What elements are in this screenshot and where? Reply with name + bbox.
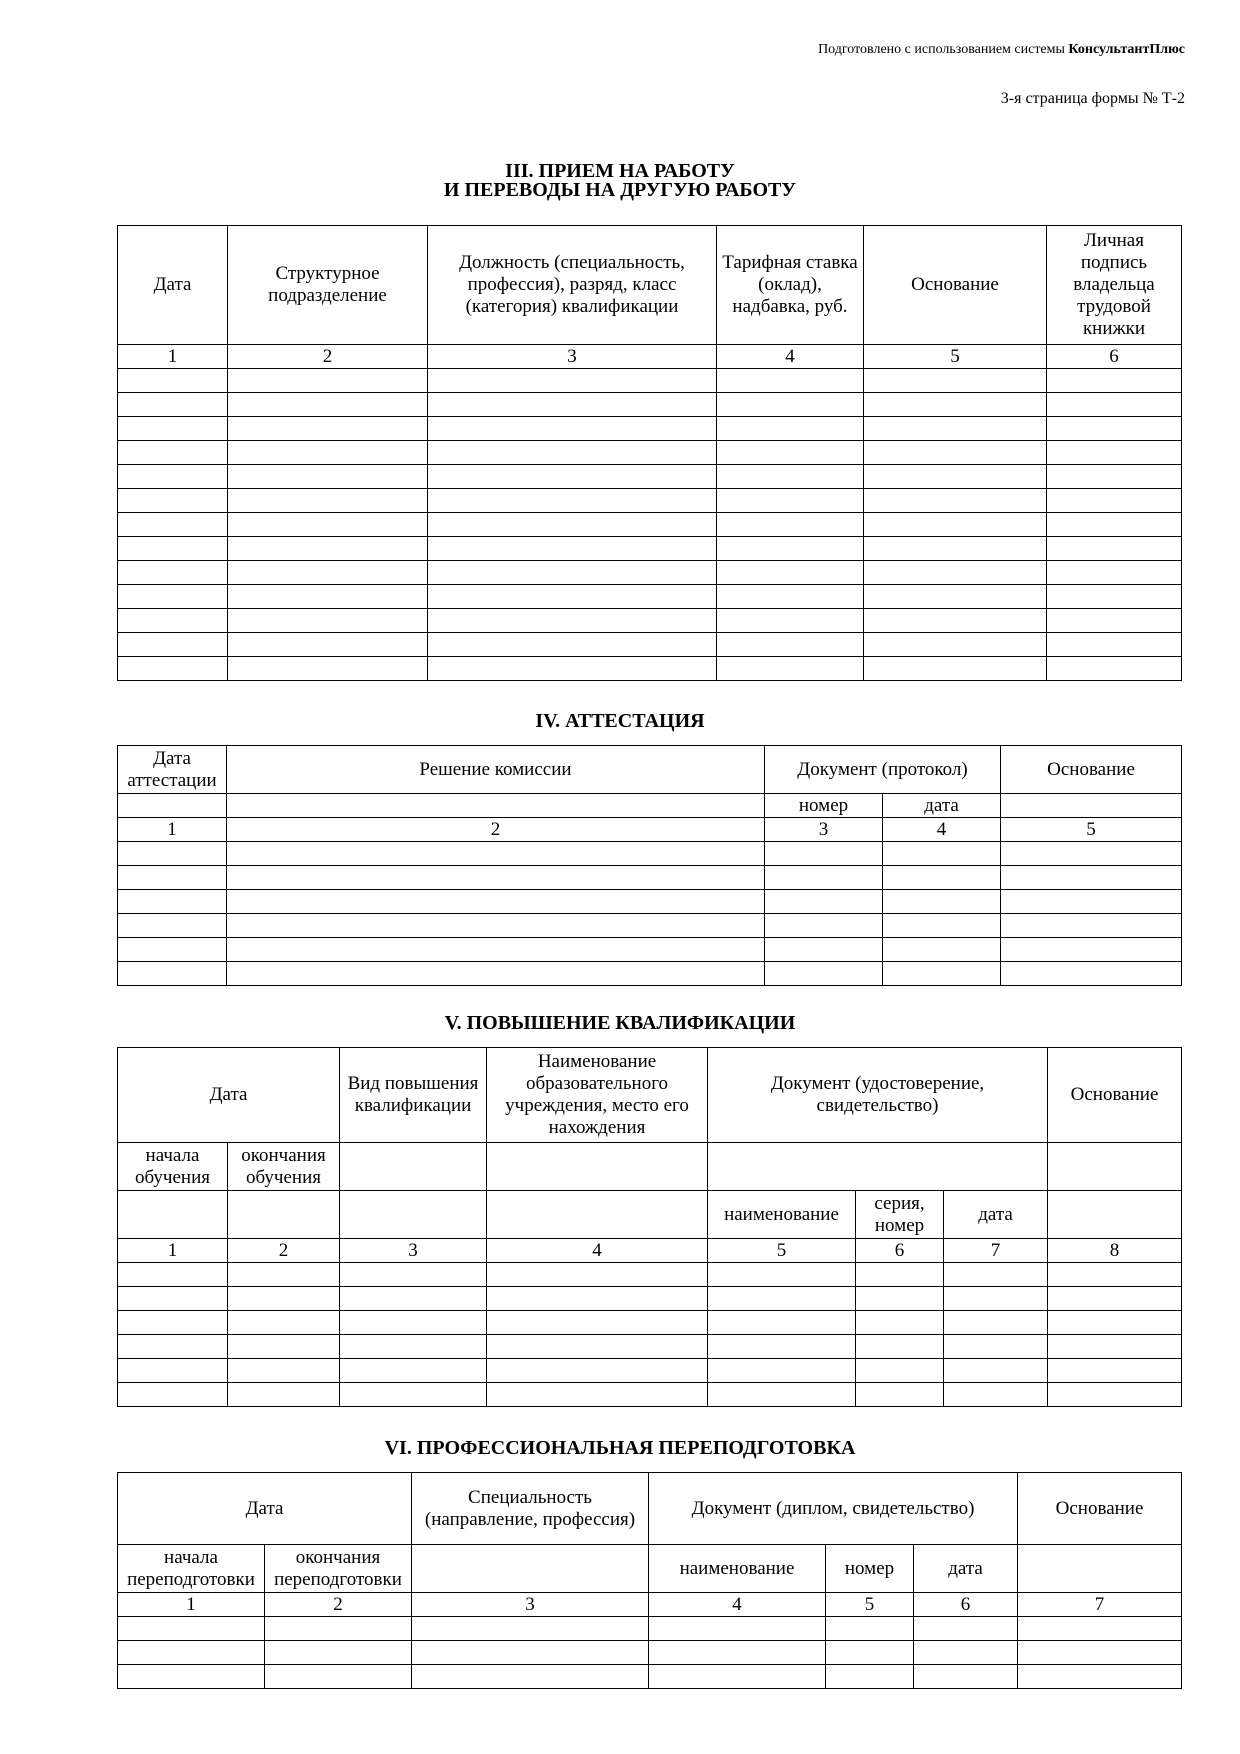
col-date: Дата аттестации bbox=[118, 746, 227, 794]
col-num: 7 bbox=[1018, 1593, 1182, 1617]
empty-cell bbox=[864, 609, 1047, 633]
empty-cell bbox=[1048, 1191, 1182, 1239]
table-row bbox=[118, 369, 1182, 393]
empty-cell bbox=[864, 393, 1047, 417]
empty-cell bbox=[118, 537, 228, 561]
empty-cell bbox=[944, 1359, 1048, 1383]
empty-cell bbox=[1047, 417, 1182, 441]
empty-cell bbox=[228, 513, 428, 537]
empty-cell bbox=[428, 585, 717, 609]
sub-start: начала обучения bbox=[118, 1143, 228, 1191]
empty-cell bbox=[487, 1359, 708, 1383]
empty-cell bbox=[826, 1617, 914, 1641]
empty-cell bbox=[856, 1359, 944, 1383]
page-note: 3-я страница формы № Т-2 bbox=[1000, 90, 1185, 107]
empty-cell bbox=[1047, 369, 1182, 393]
empty-cell bbox=[864, 513, 1047, 537]
empty-cell bbox=[1047, 465, 1182, 489]
empty-cell bbox=[765, 914, 883, 938]
empty-cell bbox=[1001, 914, 1182, 938]
empty-cell bbox=[412, 1617, 649, 1641]
col-num: 1 bbox=[118, 345, 228, 369]
empty-cell bbox=[717, 441, 864, 465]
table-row bbox=[118, 393, 1182, 417]
empty-cell bbox=[227, 962, 765, 986]
empty-cell bbox=[118, 866, 227, 890]
empty-cell bbox=[412, 1545, 649, 1593]
empty-cell bbox=[428, 609, 717, 633]
col-num: 3 bbox=[428, 345, 717, 369]
table-row bbox=[118, 1383, 1182, 1407]
table-row bbox=[118, 633, 1182, 657]
empty-cell bbox=[228, 609, 428, 633]
table-row bbox=[118, 962, 1182, 986]
empty-cell bbox=[944, 1311, 1048, 1335]
empty-cell bbox=[826, 1665, 914, 1689]
empty-cell bbox=[487, 1143, 708, 1191]
col-document: Документ (диплом, свидетельство) bbox=[649, 1473, 1018, 1545]
empty-cell bbox=[227, 866, 765, 890]
empty-cell bbox=[765, 938, 883, 962]
empty-cell bbox=[717, 369, 864, 393]
empty-cell bbox=[118, 1287, 228, 1311]
empty-cell bbox=[883, 866, 1001, 890]
empty-cell bbox=[883, 962, 1001, 986]
table-row bbox=[118, 866, 1182, 890]
empty-cell bbox=[717, 465, 864, 489]
empty-cell bbox=[227, 914, 765, 938]
empty-cell bbox=[228, 393, 428, 417]
empty-cell bbox=[412, 1641, 649, 1665]
empty-cell bbox=[717, 537, 864, 561]
empty-cell bbox=[340, 1263, 487, 1287]
retraining-table bbox=[117, 1472, 1182, 1689]
empty-cell bbox=[864, 633, 1047, 657]
empty-cell bbox=[118, 1641, 265, 1665]
empty-cell bbox=[487, 1191, 708, 1239]
col-position: Должность (специальность, профессия), разряд, класс (категория) квалификации bbox=[428, 226, 717, 345]
section4-title: IV. АТТЕСТАЦИЯ bbox=[535, 710, 705, 732]
sub-start: начала переподготовки bbox=[118, 1545, 265, 1593]
empty-cell bbox=[340, 1335, 487, 1359]
table-row bbox=[118, 842, 1182, 866]
empty-cell bbox=[864, 585, 1047, 609]
empty-cell bbox=[1001, 890, 1182, 914]
col-num: 6 bbox=[856, 1239, 944, 1263]
col-num: 2 bbox=[227, 818, 765, 842]
empty-cell bbox=[883, 914, 1001, 938]
table-row bbox=[118, 585, 1182, 609]
table-row bbox=[118, 1665, 1182, 1689]
table-row bbox=[118, 465, 1182, 489]
empty-cell bbox=[118, 914, 227, 938]
empty-cell bbox=[265, 1665, 412, 1689]
empty-cell bbox=[765, 962, 883, 986]
col-num: 5 bbox=[708, 1239, 856, 1263]
empty-cell bbox=[944, 1335, 1048, 1359]
section5-title: V. ПОВЫШЕНИЕ КВАЛИФИКАЦИИ bbox=[444, 1012, 796, 1034]
col-num: 8 bbox=[1048, 1239, 1182, 1263]
table-row bbox=[118, 1617, 1182, 1641]
col-num: 3 bbox=[340, 1239, 487, 1263]
empty-cell bbox=[228, 441, 428, 465]
empty-cell bbox=[118, 561, 228, 585]
col-num: 1 bbox=[118, 1593, 265, 1617]
empty-cell bbox=[1001, 794, 1182, 818]
col-basis: Основание bbox=[1001, 746, 1182, 794]
empty-cell bbox=[717, 417, 864, 441]
col-basis: Основание bbox=[1048, 1048, 1182, 1143]
empty-cell bbox=[228, 1287, 340, 1311]
empty-cell bbox=[428, 633, 717, 657]
col-basis: Основание bbox=[864, 226, 1047, 345]
empty-cell bbox=[1048, 1359, 1182, 1383]
empty-cell bbox=[228, 417, 428, 441]
table-row bbox=[118, 1335, 1182, 1359]
empty-cell bbox=[1018, 1641, 1182, 1665]
col-num: 4 bbox=[649, 1593, 826, 1617]
empty-cell bbox=[228, 561, 428, 585]
empty-cell bbox=[883, 938, 1001, 962]
empty-cell bbox=[487, 1311, 708, 1335]
empty-cell bbox=[717, 633, 864, 657]
empty-cell bbox=[1048, 1143, 1182, 1191]
table-row bbox=[118, 1641, 1182, 1665]
empty-cell bbox=[412, 1665, 649, 1689]
col-num: 5 bbox=[826, 1593, 914, 1617]
empty-cell bbox=[228, 1263, 340, 1287]
empty-cell bbox=[428, 465, 717, 489]
hiring-transfers-table bbox=[117, 225, 1182, 681]
empty-cell bbox=[914, 1617, 1018, 1641]
empty-cell bbox=[864, 465, 1047, 489]
col-num: 6 bbox=[914, 1593, 1018, 1617]
empty-cell bbox=[717, 513, 864, 537]
empty-cell bbox=[118, 842, 227, 866]
empty-cell bbox=[340, 1287, 487, 1311]
table-row bbox=[118, 441, 1182, 465]
col-basis: Основание bbox=[1018, 1473, 1182, 1545]
sub-name: наименование bbox=[708, 1191, 856, 1239]
empty-cell bbox=[228, 1311, 340, 1335]
sub-end: окончания переподготовки bbox=[265, 1545, 412, 1593]
empty-cell bbox=[708, 1383, 856, 1407]
sub-date: дата bbox=[944, 1191, 1048, 1239]
empty-cell bbox=[340, 1191, 487, 1239]
col-unit: Структурное подразделение bbox=[228, 226, 428, 345]
empty-cell bbox=[118, 1191, 228, 1239]
empty-cell bbox=[717, 657, 864, 681]
table-row bbox=[118, 1311, 1182, 1335]
table-row bbox=[118, 1359, 1182, 1383]
empty-cell bbox=[118, 465, 228, 489]
col-document: Документ (протокол) bbox=[765, 746, 1001, 794]
empty-cell bbox=[914, 1641, 1018, 1665]
table-row bbox=[118, 938, 1182, 962]
empty-cell bbox=[228, 1383, 340, 1407]
empty-cell bbox=[944, 1383, 1048, 1407]
empty-cell bbox=[428, 657, 717, 681]
empty-cell bbox=[340, 1311, 487, 1335]
empty-cell bbox=[856, 1263, 944, 1287]
table-row bbox=[118, 417, 1182, 441]
empty-cell bbox=[864, 369, 1047, 393]
empty-cell bbox=[1047, 609, 1182, 633]
col-num: 1 bbox=[118, 1239, 228, 1263]
empty-cell bbox=[428, 369, 717, 393]
col-date: Дата bbox=[118, 226, 228, 345]
empty-cell bbox=[228, 1191, 340, 1239]
empty-cell bbox=[1047, 393, 1182, 417]
empty-cell bbox=[1047, 633, 1182, 657]
empty-cell bbox=[708, 1359, 856, 1383]
col-type: Вид повышения квалификации bbox=[340, 1048, 487, 1143]
empty-cell bbox=[717, 609, 864, 633]
empty-cell bbox=[717, 585, 864, 609]
col-num: 5 bbox=[864, 345, 1047, 369]
empty-cell bbox=[883, 842, 1001, 866]
table-row bbox=[118, 537, 1182, 561]
empty-cell bbox=[118, 489, 228, 513]
empty-cell bbox=[856, 1335, 944, 1359]
empty-cell bbox=[708, 1263, 856, 1287]
empty-cell bbox=[765, 890, 883, 914]
empty-cell bbox=[118, 441, 228, 465]
col-num: 2 bbox=[265, 1593, 412, 1617]
col-date: Дата bbox=[118, 1473, 412, 1545]
empty-cell bbox=[118, 938, 227, 962]
table-row bbox=[118, 657, 1182, 681]
empty-cell bbox=[717, 561, 864, 585]
empty-cell bbox=[118, 890, 227, 914]
col-rate: Тарифная ставка (оклад), надбавка, руб. bbox=[717, 226, 864, 345]
empty-cell bbox=[487, 1287, 708, 1311]
empty-cell bbox=[1001, 938, 1182, 962]
empty-cell bbox=[864, 561, 1047, 585]
attestation-table bbox=[117, 745, 1182, 986]
col-num: 2 bbox=[228, 1239, 340, 1263]
col-num: 5 bbox=[1001, 818, 1182, 842]
empty-cell bbox=[228, 489, 428, 513]
col-num: 4 bbox=[487, 1239, 708, 1263]
empty-cell bbox=[864, 657, 1047, 681]
empty-cell bbox=[1018, 1617, 1182, 1641]
col-num: 2 bbox=[228, 345, 428, 369]
empty-cell bbox=[1048, 1287, 1182, 1311]
empty-cell bbox=[708, 1311, 856, 1335]
empty-cell bbox=[228, 369, 428, 393]
section3-title-line1: III. ПРИЕМ НА РАБОТУ bbox=[505, 160, 735, 182]
empty-cell bbox=[883, 890, 1001, 914]
empty-cell bbox=[265, 1641, 412, 1665]
col-institution: Наименование образовательного учреждения, место его нахождения bbox=[487, 1048, 708, 1143]
empty-cell bbox=[856, 1311, 944, 1335]
col-num: 4 bbox=[883, 818, 1001, 842]
empty-cell bbox=[428, 537, 717, 561]
qualification-table bbox=[117, 1047, 1182, 1407]
empty-cell bbox=[487, 1263, 708, 1287]
empty-cell bbox=[228, 1359, 340, 1383]
empty-cell bbox=[118, 1263, 228, 1287]
empty-cell bbox=[428, 513, 717, 537]
empty-cell bbox=[944, 1263, 1048, 1287]
empty-cell bbox=[1018, 1665, 1182, 1689]
empty-cell bbox=[118, 1335, 228, 1359]
col-date: Дата bbox=[118, 1048, 340, 1143]
empty-cell bbox=[340, 1143, 487, 1191]
empty-cell bbox=[487, 1335, 708, 1359]
empty-cell bbox=[118, 609, 228, 633]
sub-name: наименование bbox=[649, 1545, 826, 1593]
empty-cell bbox=[1047, 561, 1182, 585]
empty-cell bbox=[227, 890, 765, 914]
table-row bbox=[118, 513, 1182, 537]
empty-cell bbox=[118, 794, 227, 818]
empty-cell bbox=[428, 393, 717, 417]
empty-cell bbox=[118, 417, 228, 441]
empty-cell bbox=[1047, 657, 1182, 681]
col-num: 7 bbox=[944, 1239, 1048, 1263]
table-row bbox=[118, 561, 1182, 585]
empty-cell bbox=[649, 1665, 826, 1689]
empty-cell bbox=[765, 842, 883, 866]
table-row bbox=[118, 609, 1182, 633]
empty-cell bbox=[864, 441, 1047, 465]
empty-cell bbox=[118, 585, 228, 609]
empty-cell bbox=[118, 1383, 228, 1407]
empty-cell bbox=[1048, 1263, 1182, 1287]
section6-title: VI. ПРОФЕССИОНАЛЬНАЯ ПЕРЕПОДГОТОВКА bbox=[384, 1437, 856, 1459]
empty-cell bbox=[1001, 962, 1182, 986]
empty-cell bbox=[1047, 513, 1182, 537]
col-num: 6 bbox=[1047, 345, 1182, 369]
prepared-note: Подготовлено с использованием системы КонсультантПлюс bbox=[818, 42, 1185, 57]
empty-cell bbox=[1047, 489, 1182, 513]
empty-cell bbox=[118, 369, 228, 393]
sub-date: дата bbox=[914, 1545, 1018, 1593]
empty-cell bbox=[228, 657, 428, 681]
empty-cell bbox=[1048, 1383, 1182, 1407]
col-num: 3 bbox=[765, 818, 883, 842]
empty-cell bbox=[118, 1359, 228, 1383]
col-num: 4 bbox=[717, 345, 864, 369]
empty-cell bbox=[227, 842, 765, 866]
empty-cell bbox=[228, 537, 428, 561]
empty-cell bbox=[708, 1335, 856, 1359]
empty-cell bbox=[1001, 866, 1182, 890]
empty-cell bbox=[118, 1665, 265, 1689]
empty-cell bbox=[1047, 585, 1182, 609]
empty-cell bbox=[649, 1641, 826, 1665]
empty-cell bbox=[1047, 441, 1182, 465]
empty-cell bbox=[228, 585, 428, 609]
empty-cell bbox=[428, 441, 717, 465]
col-signature: Личная подпись владельца трудовой книжки bbox=[1047, 226, 1182, 345]
sub-date: дата bbox=[883, 794, 1001, 818]
empty-cell bbox=[856, 1287, 944, 1311]
empty-cell bbox=[649, 1617, 826, 1641]
empty-cell bbox=[708, 1143, 1048, 1191]
empty-cell bbox=[914, 1665, 1018, 1689]
empty-cell bbox=[1001, 842, 1182, 866]
table-row bbox=[118, 890, 1182, 914]
empty-cell bbox=[1048, 1335, 1182, 1359]
empty-cell bbox=[428, 417, 717, 441]
empty-cell bbox=[340, 1383, 487, 1407]
empty-cell bbox=[864, 489, 1047, 513]
empty-cell bbox=[227, 794, 765, 818]
col-specialty: Специальность (направление, профессия) bbox=[412, 1473, 649, 1545]
empty-cell bbox=[487, 1383, 708, 1407]
empty-cell bbox=[227, 938, 765, 962]
empty-cell bbox=[228, 465, 428, 489]
col-num: 3 bbox=[412, 1593, 649, 1617]
empty-cell bbox=[717, 489, 864, 513]
section3-title-line2: И ПЕРЕВОДЫ НА ДРУГУЮ РАБОТУ bbox=[443, 179, 797, 201]
empty-cell bbox=[1048, 1311, 1182, 1335]
empty-cell bbox=[864, 537, 1047, 561]
col-decision: Решение комиссии bbox=[227, 746, 765, 794]
empty-cell bbox=[118, 393, 228, 417]
brand-name: КонсультантПлюс bbox=[1068, 42, 1185, 57]
table-row bbox=[118, 1263, 1182, 1287]
empty-cell bbox=[118, 657, 228, 681]
empty-cell bbox=[428, 489, 717, 513]
empty-cell bbox=[717, 393, 864, 417]
sub-series: серия, номер bbox=[856, 1191, 944, 1239]
empty-cell bbox=[228, 1335, 340, 1359]
col-document: Документ (удостоверение, свидетельство) bbox=[708, 1048, 1048, 1143]
sub-number: номер bbox=[826, 1545, 914, 1593]
empty-cell bbox=[944, 1287, 1048, 1311]
empty-cell bbox=[228, 633, 428, 657]
empty-cell bbox=[1018, 1545, 1182, 1593]
sub-end: окончания обучения bbox=[228, 1143, 340, 1191]
empty-cell bbox=[118, 962, 227, 986]
empty-cell bbox=[265, 1617, 412, 1641]
empty-cell bbox=[856, 1383, 944, 1407]
empty-cell bbox=[1047, 537, 1182, 561]
empty-cell bbox=[118, 1311, 228, 1335]
col-num: 1 bbox=[118, 818, 227, 842]
empty-cell bbox=[340, 1359, 487, 1383]
empty-cell bbox=[765, 866, 883, 890]
empty-cell bbox=[864, 417, 1047, 441]
empty-cell bbox=[118, 633, 228, 657]
empty-cell bbox=[428, 561, 717, 585]
table-row bbox=[118, 914, 1182, 938]
empty-cell bbox=[826, 1641, 914, 1665]
table-row bbox=[118, 489, 1182, 513]
empty-cell bbox=[118, 1617, 265, 1641]
table-row bbox=[118, 1287, 1182, 1311]
sub-number: номер bbox=[765, 794, 883, 818]
empty-cell bbox=[708, 1287, 856, 1311]
empty-cell bbox=[118, 513, 228, 537]
